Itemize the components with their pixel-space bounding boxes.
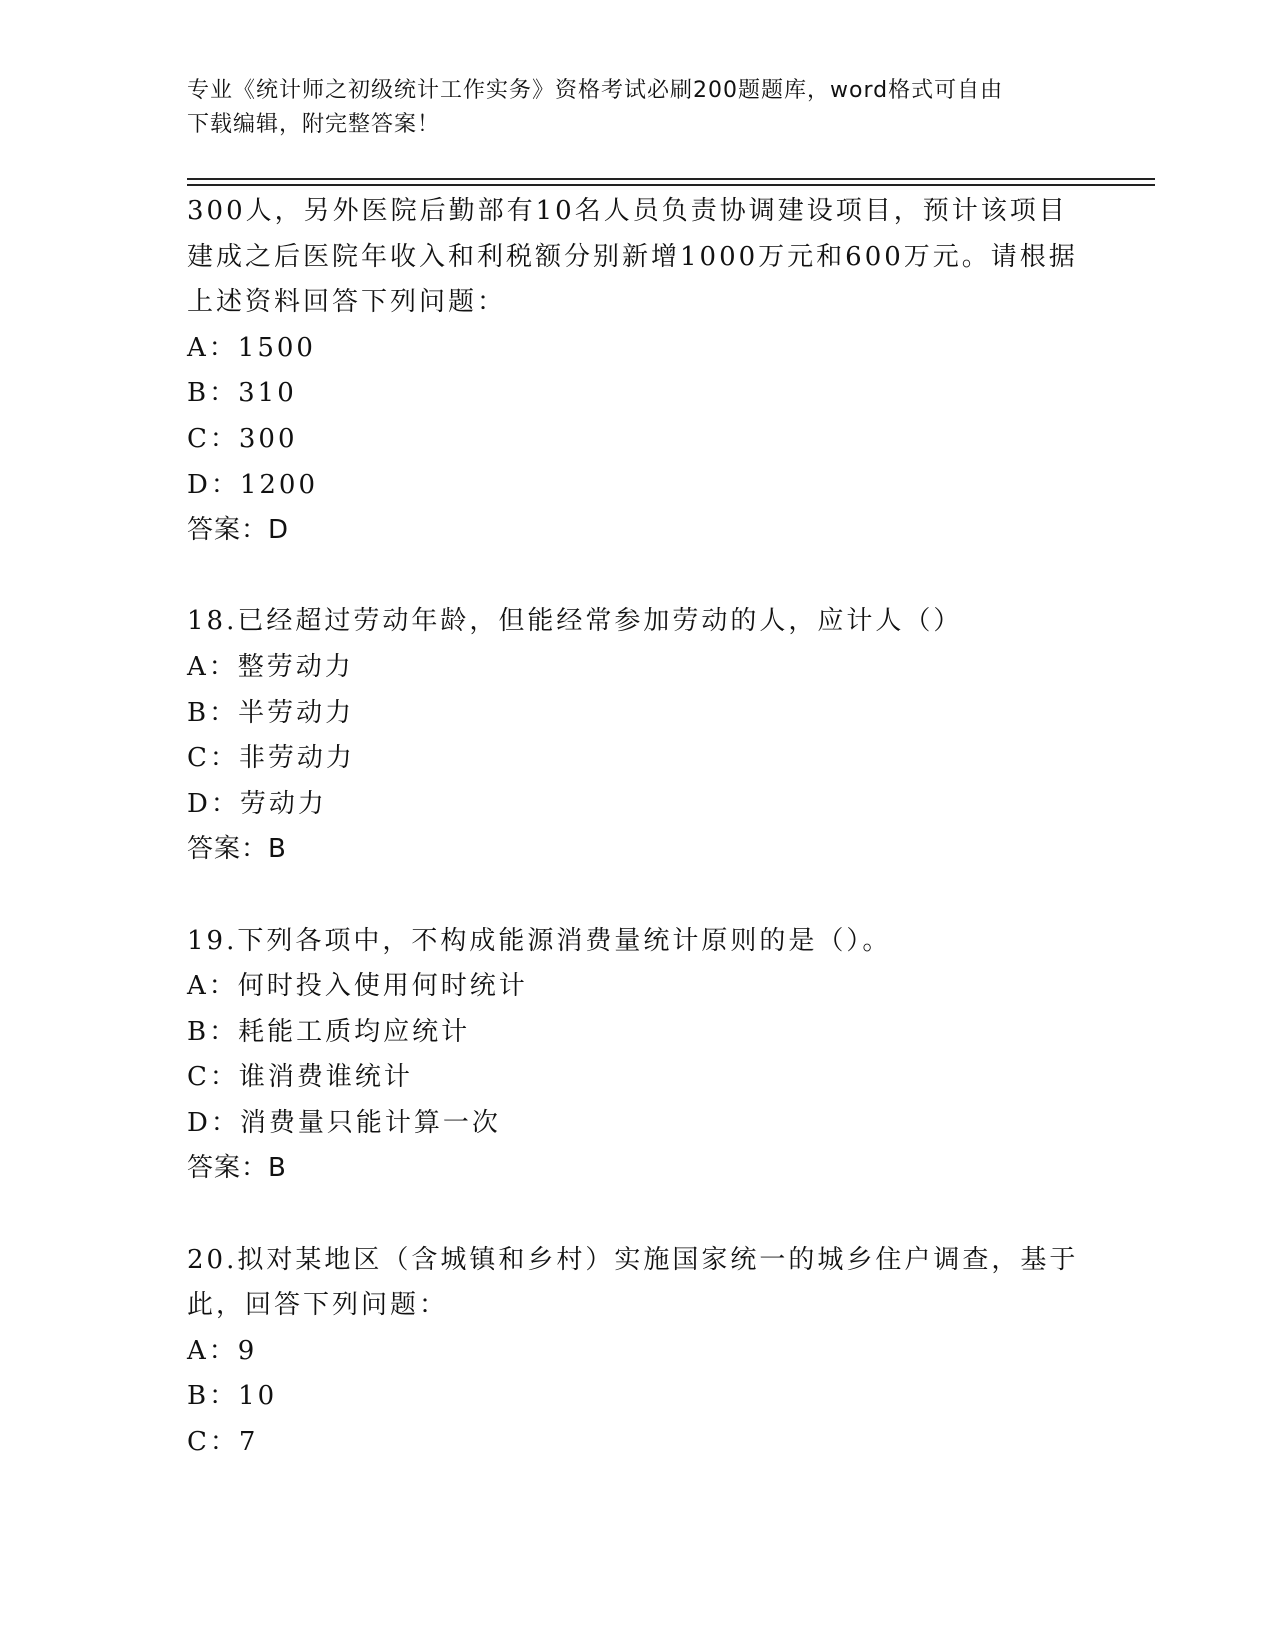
- question-list: [187, 189, 1087, 1466]
- question-18: [187, 599, 1087, 873]
- option-b: B：10: [187, 1381, 278, 1412]
- option-a: A：何时投入使用何时统计: [187, 971, 528, 1002]
- header-line-2: 下载编辑，附完整答案！: [187, 112, 441, 137]
- question-spacer: [187, 873, 1087, 919]
- question-stem-line: 19.下列各项中，不构成能源消费量统计原则的是（）。: [187, 925, 892, 956]
- option-c: C：300: [187, 423, 298, 454]
- question-19: [187, 919, 1087, 1193]
- answer-line: 答案：D: [187, 515, 290, 546]
- document-header: [187, 74, 1067, 142]
- answer-line: 答案：B: [187, 1153, 287, 1184]
- question-stem-line: 300人，另外医院后勤部有10名人员负责协调建设项目，预计该项目: [187, 196, 1068, 226]
- question-stem-line: 18.已经超过劳动年龄，但能经常参加劳动的人，应计人（）: [187, 606, 963, 637]
- option-d: D：消费量只能计算一次: [187, 1107, 501, 1138]
- question-stem-line: 上述资料回答下列问题：: [187, 287, 507, 318]
- header-rule-top: [187, 178, 1155, 180]
- option-a: A：整劳动力: [187, 651, 354, 682]
- option-c: C：谁消费谁统计: [187, 1062, 413, 1093]
- question-stem-line: 20.拟对某地区（含城镇和乡村）实施国家统一的城乡住户调查，基于: [187, 1244, 1079, 1275]
- question-stem-line: 建成之后医院年收入和利税额分别新增1000万元和600万元。请根据: [187, 241, 1078, 272]
- option-a: A：9: [187, 1335, 258, 1366]
- option-b: B：半劳动力: [187, 697, 355, 728]
- option-b: B：耗能工质均应统计: [187, 1016, 471, 1047]
- answer-line: 答案：B: [187, 834, 287, 865]
- question-17: [187, 189, 1087, 554]
- question-20: [187, 1238, 1087, 1466]
- option-d: D：劳动力: [187, 788, 327, 819]
- option-d: D：1200: [187, 469, 319, 500]
- question-spacer: [187, 1192, 1087, 1238]
- option-a: A：1500: [187, 332, 316, 363]
- option-b: B：310: [187, 378, 297, 409]
- option-c: C：非劳动力: [187, 743, 355, 774]
- option-c: C：7: [187, 1427, 259, 1458]
- question-spacer: [187, 554, 1087, 600]
- header-rule-bottom: [187, 184, 1155, 186]
- header-line-1: 专业《统计师之初级统计工作实务》资格考试必刷200题题库，word格式可自由: [187, 78, 1004, 103]
- question-stem-line: 此，回答下列问题：: [187, 1290, 449, 1321]
